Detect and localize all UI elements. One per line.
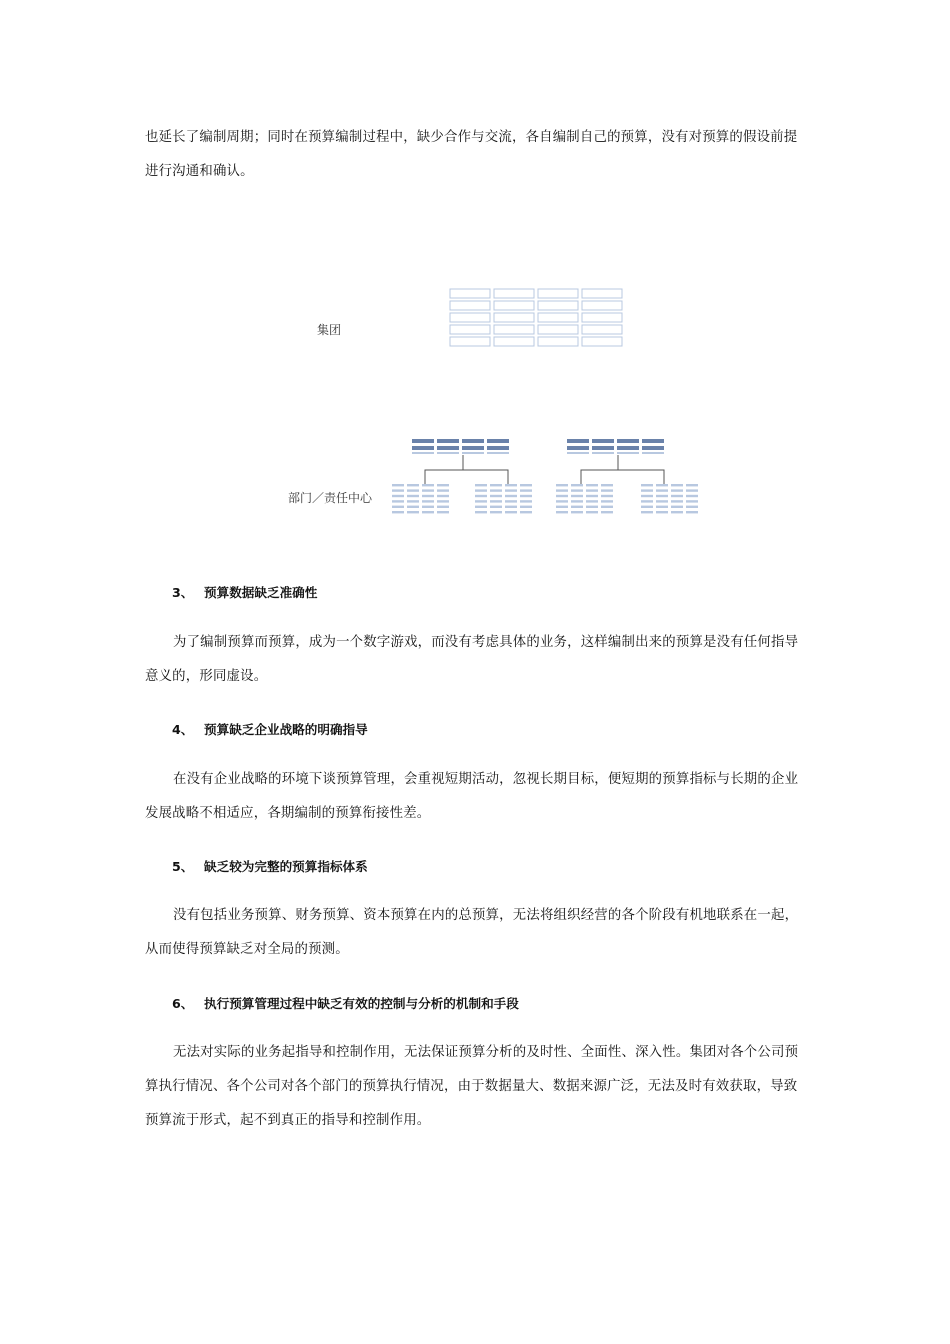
dept-cell [407, 511, 419, 513]
dept-cell [475, 484, 487, 486]
dept-cell [422, 506, 434, 508]
dept-cell [505, 489, 517, 491]
header-bar [567, 452, 589, 454]
dept-cell [671, 511, 683, 513]
dept-cell [392, 495, 404, 497]
dept-cell [392, 511, 404, 513]
dept-cell [422, 500, 434, 502]
dept-cell [475, 500, 487, 502]
dept-cell [641, 484, 653, 486]
dept-cell [556, 495, 568, 497]
dept-cell [671, 506, 683, 508]
dept-cell [601, 489, 613, 491]
dept-cell [571, 484, 583, 486]
dept-label: 部门／责任中心 [288, 491, 373, 505]
grid-cell [494, 325, 534, 334]
dept-cell [571, 495, 583, 497]
budget-hierarchy-diagram [0, 0, 950, 560]
section-title: 预算数据缺乏准确性 [204, 585, 318, 600]
dept-cell [641, 511, 653, 513]
dept-cell [641, 506, 653, 508]
header-bar [642, 439, 664, 443]
dept-cell [422, 511, 434, 513]
dept-cell [407, 484, 419, 486]
section-body-4: 在没有企业战略的环境下谈预算管理，会重视短期活动，忽视长期目标，便短期的预算指标与长期的企业发展战略不相适应，各期编制的预算衔接性差。 [145, 772, 799, 821]
group-label: 集团 [317, 323, 342, 337]
dept-cell [656, 506, 668, 508]
dept-cell [490, 500, 502, 502]
grid-cell [450, 289, 490, 298]
dept-cell [437, 484, 449, 486]
grid-cell [582, 337, 622, 346]
dept-cell [520, 511, 532, 513]
dept-cell [407, 495, 419, 497]
connector-line [425, 470, 508, 484]
dept-cell [392, 489, 404, 491]
dept-cell [571, 500, 583, 502]
dept-cell [422, 489, 434, 491]
header-bar [592, 452, 614, 454]
header-bar [462, 439, 484, 443]
dept-cell [686, 511, 698, 513]
dept-cell [475, 506, 487, 508]
section-title: 执行预算管理过程中缺乏有效的控制与分析的机制和手段 [204, 996, 519, 1011]
section-heading-5 [172, 856, 368, 875]
header-bar [487, 446, 509, 450]
grid-cell [494, 313, 534, 322]
grid-cell [538, 337, 578, 346]
dept-cell [520, 500, 532, 502]
dept-cell [422, 484, 434, 486]
grid-cell [538, 301, 578, 310]
dept-cell [437, 500, 449, 502]
dept-cell [556, 511, 568, 513]
dept-cell [601, 484, 613, 486]
grid-cell [450, 337, 490, 346]
diagram-connectors [425, 455, 664, 484]
dept-cell [505, 500, 517, 502]
dept-cell [392, 500, 404, 502]
section-number: 6、 [172, 996, 194, 1011]
dept-cell [556, 506, 568, 508]
dept-cell [671, 495, 683, 497]
intro-paragraph: 也延长了编制周期；同时在预算编制过程中，缺少合作与交流，各自编制自己的预算，没有对预算的假设前提进行沟通和确认。 [145, 130, 798, 179]
dept-cell [601, 495, 613, 497]
grid-cell [582, 325, 622, 334]
dept-cell [586, 489, 598, 491]
dept-cell [437, 495, 449, 497]
dept-cell [475, 489, 487, 491]
dept-cell [641, 489, 653, 491]
header-bar [462, 446, 484, 450]
dept-cell [407, 506, 419, 508]
dept-cell [556, 484, 568, 486]
dept-cell [601, 511, 613, 513]
section-title: 缺乏较为完整的预算指标体系 [204, 859, 368, 874]
header-bar [617, 446, 639, 450]
grid-cell [450, 325, 490, 334]
dept-cell [586, 495, 598, 497]
dept-cell [641, 500, 653, 502]
header-bar [437, 446, 459, 450]
grid-cell [450, 313, 490, 322]
dept-cell [392, 484, 404, 486]
header-bar [487, 452, 509, 454]
dept-cell [671, 489, 683, 491]
dept-cell [601, 506, 613, 508]
dept-cell [520, 489, 532, 491]
header-bar [412, 452, 434, 454]
header-bar [617, 439, 639, 443]
dept-cell [571, 506, 583, 508]
dept-cell [437, 511, 449, 513]
dept-cell [571, 489, 583, 491]
dept-cell [490, 511, 502, 513]
dept-cell [656, 489, 668, 491]
header-bar [592, 439, 614, 443]
dept-cell [686, 500, 698, 502]
dept-cell [686, 489, 698, 491]
header-bar [437, 452, 459, 454]
dept-cell [505, 506, 517, 508]
dept-cell [437, 489, 449, 491]
header-bar [567, 446, 589, 450]
dept-cell [475, 511, 487, 513]
connector-line [581, 470, 664, 484]
dept-cell [392, 506, 404, 508]
grid-cell [538, 313, 578, 322]
dept-cell [686, 506, 698, 508]
dept-cell [671, 484, 683, 486]
dept-cell [556, 489, 568, 491]
section-heading-6 [172, 993, 519, 1012]
grid-cell [582, 301, 622, 310]
dept-cell [520, 495, 532, 497]
grid-cell [538, 325, 578, 334]
dept-cell [656, 484, 668, 486]
section-number: 3、 [172, 585, 194, 600]
section-body-5: 没有包括业务预算、财务预算、资本预算在内的总预算，无法将组织经营的各个阶段有机地联系在一起，从而使得预算缺乏对全局的预测。 [145, 908, 799, 957]
group-spreadsheet-grid [450, 289, 622, 346]
dept-cell [520, 484, 532, 486]
grid-cell [494, 337, 534, 346]
section-body-3: 为了编制预算而预算，成为一个数字游戏，而没有考虑具体的业务，这样编制出来的预算是没有任何指导意义的，形同虚设。 [145, 635, 799, 684]
header-bar [437, 439, 459, 443]
dept-cell [686, 484, 698, 486]
dept-cell [422, 495, 434, 497]
dept-cell [490, 484, 502, 486]
dept-cell [490, 489, 502, 491]
dept-cell [571, 511, 583, 513]
header-bar [617, 452, 639, 454]
header-bar [642, 452, 664, 454]
dept-cell [586, 484, 598, 486]
dept-cell [656, 495, 668, 497]
dept-cell [586, 506, 598, 508]
dept-cell [601, 500, 613, 502]
dept-cell [656, 500, 668, 502]
dept-cell [641, 495, 653, 497]
dept-cell [656, 511, 668, 513]
grid-cell [494, 301, 534, 310]
grid-cell [538, 289, 578, 298]
header-bar [592, 446, 614, 450]
dept-cell [586, 511, 598, 513]
section-title: 预算缺乏企业战略的明确指导 [204, 722, 368, 737]
dept-cell [475, 495, 487, 497]
dept-cell [520, 506, 532, 508]
header-bar [487, 439, 509, 443]
section-body-6: 无法对实际的业务起指导和控制作用，无法保证预算分析的及时性、全面性、深入性。集团对各个公司预算执行情况、各个公司对各个部门的预算执行情况，由于数据量大、数据来源广泛，无法及时有效获取，导致预算流于形式，起不到真正的指导和控制作用。 [145, 1045, 799, 1128]
section-heading-3 [172, 582, 317, 601]
dept-cell [671, 500, 683, 502]
section-number: 4、 [172, 722, 194, 737]
dept-cell [437, 506, 449, 508]
grid-cell [582, 289, 622, 298]
dept-cell [686, 495, 698, 497]
dept-cell [586, 500, 598, 502]
dept-cell [505, 495, 517, 497]
dept-cell [490, 495, 502, 497]
grid-cell [494, 289, 534, 298]
header-bar [462, 452, 484, 454]
header-bar [642, 446, 664, 450]
dept-cell [505, 484, 517, 486]
dept-spreadsheet-clusters [392, 439, 698, 513]
dept-cell [407, 500, 419, 502]
header-bar [412, 446, 434, 450]
header-bar [412, 439, 434, 443]
dept-cell [505, 511, 517, 513]
section-heading-4 [172, 719, 368, 738]
grid-cell [582, 313, 622, 322]
dept-cell [407, 489, 419, 491]
dept-cell [556, 500, 568, 502]
grid-cell [450, 301, 490, 310]
dept-cell [490, 506, 502, 508]
section-number: 5、 [172, 859, 194, 874]
header-bar [567, 439, 589, 443]
